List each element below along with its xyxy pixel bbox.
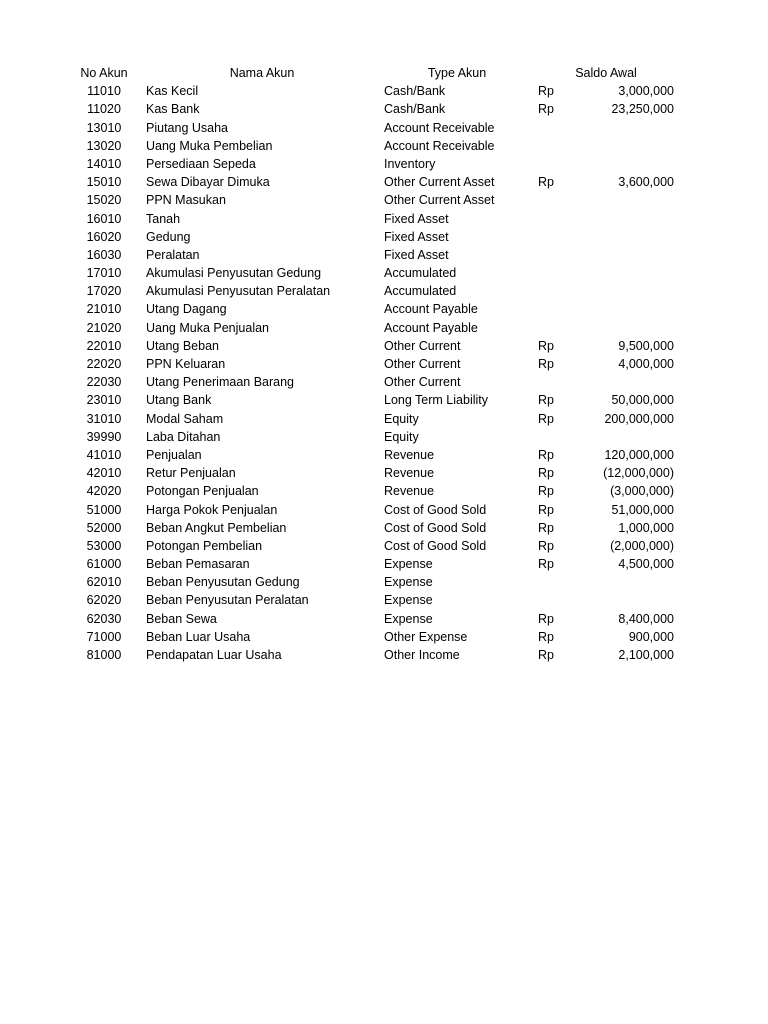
table-row [0, 210, 768, 228]
account-type: Fixed Asset [384, 247, 449, 262]
account-type: Other Income [384, 648, 460, 662]
account-name: Kas Bank [146, 102, 200, 117]
opening-balance: 51,000,000 [611, 502, 674, 517]
account-number: 13020 [86, 138, 122, 153]
opening-balance: (12,000,000) [603, 466, 674, 481]
account-type: Fixed Asset [384, 229, 449, 244]
account-name: Pendapatan Luar Usaha [146, 648, 282, 662]
account-name: Beban Pemasaran [146, 557, 250, 572]
account-name: PPN Keluaran [146, 357, 226, 371]
account-number: 62020 [86, 593, 122, 608]
account-type: Equity [384, 429, 419, 444]
account-name: Utang Penerimaan Barang [146, 375, 295, 390]
account-type: Expense [384, 593, 433, 608]
account-number: 52000 [86, 520, 122, 535]
account-number: 13010 [86, 120, 122, 135]
account-number: 23010 [86, 393, 122, 408]
currency-symbol: Rp [538, 357, 554, 371]
opening-balance: 4,000,000 [618, 357, 674, 371]
account-name: Sewa Dibayar Dimuka [146, 175, 270, 190]
account-name: Penjualan [146, 447, 202, 462]
account-type: Accumulated [384, 266, 457, 281]
currency-symbol: Rp [538, 338, 554, 353]
header-no-akun: No Akun [80, 66, 128, 80]
account-number: 16010 [86, 211, 122, 226]
table-body [0, 82, 768, 664]
table-row [0, 264, 768, 282]
account-type: Revenue [384, 466, 435, 481]
table-row [0, 410, 768, 428]
account-name: Uang Muka Pembelian [146, 138, 273, 153]
opening-balance: 2,100,000 [618, 648, 674, 662]
table-row [0, 300, 768, 318]
currency-symbol: Rp [538, 629, 554, 644]
account-number: 81000 [86, 648, 122, 662]
account-number: 42010 [86, 466, 122, 481]
table-row [0, 355, 768, 373]
account-type: Revenue [384, 447, 435, 462]
table-row [0, 482, 768, 500]
account-name: Potongan Pembelian [146, 538, 263, 553]
account-name: Modal Saham [146, 411, 224, 426]
header-nama-akun: Nama Akun [229, 66, 295, 80]
table-row [0, 319, 768, 337]
account-name: Beban Penyusutan Peralatan [146, 593, 309, 608]
table-row [0, 155, 768, 173]
account-number: 15020 [86, 193, 122, 208]
currency-symbol: Rp [538, 502, 554, 517]
account-type: Expense [384, 611, 433, 626]
opening-balance: 3,600,000 [618, 175, 674, 190]
currency-symbol: Rp [538, 102, 554, 117]
account-name: Utang Dagang [146, 302, 227, 317]
account-name: Persediaan Sepeda [146, 156, 256, 171]
account-type: Account Payable [384, 320, 478, 335]
account-name: Uang Muka Penjualan [146, 320, 269, 335]
account-name: Beban Penyusutan Gedung [146, 575, 300, 590]
opening-balance: 50,000,000 [611, 393, 674, 408]
account-number: 51000 [86, 502, 122, 517]
table-row [0, 191, 768, 209]
currency-symbol: Rp [538, 411, 554, 426]
account-number: 15010 [86, 175, 122, 190]
account-type: Cost of Good Sold [384, 538, 487, 553]
account-type: Revenue [384, 484, 435, 499]
currency-symbol: Rp [538, 557, 554, 572]
account-name: Akumulasi Penyusutan Gedung [146, 266, 322, 281]
table-row [0, 119, 768, 137]
currency-symbol: Rp [538, 393, 554, 408]
currency-symbol: Rp [538, 520, 554, 535]
account-number: 71000 [86, 629, 122, 644]
account-number: 62010 [86, 575, 122, 590]
account-type: Expense [384, 575, 433, 590]
opening-balance: 4,500,000 [618, 557, 674, 572]
account-number: 16030 [86, 247, 122, 262]
table-row [0, 591, 768, 609]
opening-balance: 23,250,000 [611, 102, 674, 117]
account-type: Long Term Liability [384, 393, 488, 408]
account-name: Beban Angkut Pembelian [146, 520, 287, 535]
table-row [0, 501, 768, 519]
table-row [0, 82, 768, 100]
account-number: 42020 [86, 484, 122, 499]
account-number: 14010 [86, 156, 122, 171]
currency-symbol: Rp [538, 447, 554, 462]
account-type: Other Expense [384, 629, 468, 644]
opening-balance: 900,000 [628, 629, 674, 644]
table-header-row [0, 64, 768, 82]
table-row [0, 646, 768, 664]
opening-balance: 200,000,000 [604, 411, 674, 426]
table-row [0, 373, 768, 391]
table-row [0, 628, 768, 646]
account-type: Other Current [384, 357, 461, 371]
account-name: Beban Luar Usaha [146, 629, 251, 644]
account-number: 61000 [86, 557, 122, 572]
account-number: 62030 [86, 611, 122, 626]
account-number: 21020 [86, 320, 122, 335]
table-row [0, 282, 768, 300]
table-row [0, 537, 768, 555]
table-row [0, 610, 768, 628]
chart-of-accounts-table [0, 64, 768, 664]
account-number: 39990 [86, 429, 122, 444]
account-name: Laba Ditahan [146, 429, 221, 444]
currency-symbol: Rp [538, 484, 554, 499]
opening-balance: 8,400,000 [618, 611, 674, 626]
account-name: Utang Beban [146, 338, 219, 353]
currency-symbol: Rp [538, 466, 554, 481]
account-number: 31010 [86, 411, 122, 426]
account-number: 11020 [87, 102, 121, 117]
account-type: Account Receivable [384, 120, 495, 135]
account-type: Other Current Asset [384, 193, 495, 208]
table-row [0, 391, 768, 409]
account-type: Fixed Asset [384, 211, 449, 226]
account-number: 21010 [86, 302, 122, 317]
account-name: Tanah [146, 211, 181, 226]
table-row [0, 573, 768, 591]
account-name: Potongan Penjualan [146, 484, 259, 499]
table-row [0, 173, 768, 191]
header-type-akun: Type Akun [427, 66, 487, 80]
opening-balance: 120,000,000 [604, 447, 674, 462]
account-name: Akumulasi Penyusutan Peralatan [146, 284, 331, 299]
account-number: 16020 [86, 229, 122, 244]
opening-balance: (3,000,000) [610, 484, 674, 499]
account-type: Inventory [384, 156, 436, 171]
account-type: Cost of Good Sold [384, 502, 487, 517]
account-type: Other Current [384, 338, 461, 353]
account-number: 53000 [86, 538, 122, 553]
account-type: Cash/Bank [384, 84, 446, 99]
table-row [0, 337, 768, 355]
currency-symbol: Rp [538, 648, 554, 662]
account-number: 41010 [86, 447, 122, 462]
account-number: 17020 [86, 284, 122, 299]
account-name: Gedung [146, 229, 191, 244]
account-number: 22030 [86, 375, 122, 390]
account-name: PPN Masukan [146, 193, 226, 208]
account-name: Beban Sewa [146, 611, 217, 626]
account-type: Account Payable [384, 302, 478, 317]
table-row [0, 246, 768, 264]
account-number: 17010 [86, 266, 122, 281]
account-number: 11010 [87, 84, 121, 99]
account-name: Kas Kecil [146, 84, 199, 99]
account-number: 22010 [86, 338, 122, 353]
currency-symbol: Rp [538, 538, 554, 553]
currency-symbol: Rp [538, 611, 554, 626]
opening-balance: 9,500,000 [618, 338, 674, 353]
account-number: 22020 [86, 357, 122, 371]
currency-symbol: Rp [538, 84, 554, 99]
opening-balance: 3,000,000 [618, 84, 674, 99]
account-type: Equity [384, 411, 419, 426]
account-type: Cash/Bank [384, 102, 446, 117]
account-type: Accumulated [384, 284, 457, 299]
table-row [0, 464, 768, 482]
table-row [0, 100, 768, 118]
table-row [0, 137, 768, 155]
account-name: Retur Penjualan [146, 466, 236, 481]
account-name: Utang Bank [146, 393, 212, 408]
account-type: Expense [384, 557, 433, 572]
currency-symbol: Rp [538, 175, 554, 190]
account-name: Peralatan [146, 247, 200, 262]
opening-balance: 1,000,000 [618, 520, 674, 535]
table-row [0, 228, 768, 246]
account-type: Other Current [384, 375, 461, 390]
table-row [0, 446, 768, 464]
opening-balance: (2,000,000) [610, 538, 674, 553]
account-name: Piutang Usaha [146, 120, 229, 135]
account-type: Cost of Good Sold [384, 520, 487, 535]
account-type: Account Receivable [384, 138, 495, 153]
table-row [0, 428, 768, 446]
account-type: Other Current Asset [384, 175, 495, 190]
table-row [0, 555, 768, 573]
account-name: Harga Pokok Penjualan [146, 502, 278, 517]
table-row [0, 519, 768, 537]
header-saldo-awal: Saldo Awal [575, 66, 637, 80]
